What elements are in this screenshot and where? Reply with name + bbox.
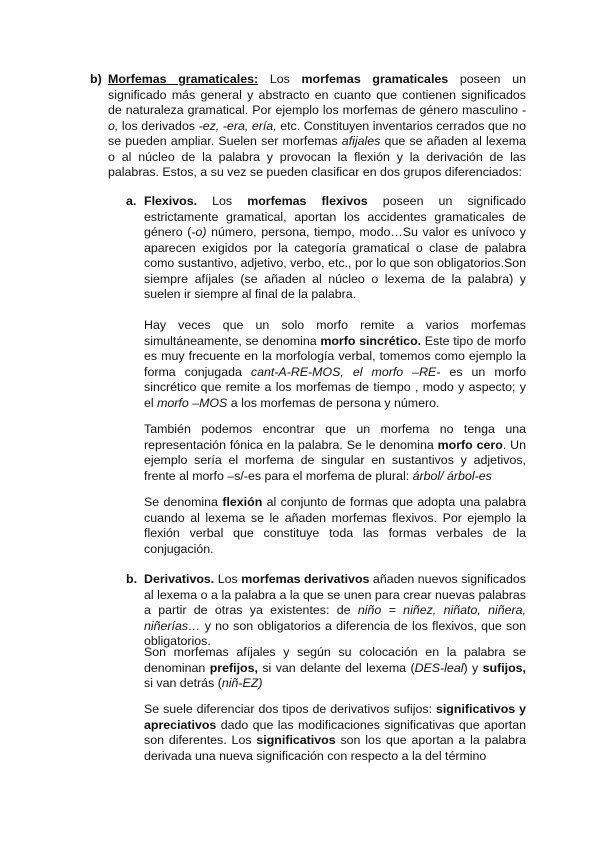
flexivos-paragraph: Flexivos. Los morfemas flexivos poseen un significado estrictamente gramatical, aportan los accidentes gramaticales de género (-o) número, persona, tiempo, modo…Su valor es unívoco y aparecen exigidos por la categoría gramatical o clase de palabra como sustantivo, adjetivo, verbo, etc., por lo que son obligatorios.Son siempre afíjales (se añaden al núcleo o lexema de la palabra) y suelen ir siempre al final de la palabra. [144,194,526,301]
derivativos-paragraph: Derivativos. Los morfemas derivativos añaden nuevos significados al lexema o a la palabra a la que se unen para crear nuevas palabras a partir de otras ya existentes: de niño = niñez, niñato, niñera, niñerías… y no son obligatorios a diferencia de los flexivos, que son obligatorios. [144,572,526,648]
section-b-paragraph: Morfemas gramaticales: Los morfemas gramaticales poseen un significado más general y abstracto en cuanto que contienen significados de naturaleza gramatical. Por ejemplo los morfemas de género masculino -o, los derivados -ez, -era, ería, etc. Constituyen inventarios cerrados que no se pueden ampliar. Suelen ser morfemas afijales que se añaden al lexema o al núcleo de la palabra y provocan la flexión y la derivación de las palabras. Estos, a su vez se pueden clasificar en dos grupos diferenciados: [108,72,526,179]
sufijos-tipos-paragraph: Se suele diferenciar dos tipos de derivativos sufijos: significativos y apreciativos dado que las modificaciones significativas que aportan son diferentes. Los significativos son los que aportan a la palabra derivada una nueva significación con respecto a la del término [144,702,527,763]
section-title: Morfemas gramaticales: [108,72,259,86]
morfo-cero-paragraph: También podemos encontrar que un morfema no tenga una representación fónica en la palabra. Se le denomina morfo cero. Un ejemplo sería el morfema de singular en sustantivos y adjetivos, frente al morfo –s/-es para el morfema de plural: árbol/ árbol-es [144,422,527,483]
flexion-paragraph: Se denomina flexión al conjunto de formas que adopta una palabra cuando al lexema se le añaden morfemas flexivos. Por ejemplo la flexión verbal que constituye toda las formas verbales de la conjugación. [144,495,526,556]
section-marker: b) [90,72,102,86]
morfo-sincretico-paragraph: Hay veces que un solo morfo remite a varios morfemas simultáneamente, se denomina morfo sincrético. Este tipo de morfo es muy frecuente en la morfología verbal, tomemos como ejemplo la forma conjugada cant-A-RE-MOS, el morfo –RE- es un morfo sincrético que remite a los morfemas de tiempo , modo y aspecto; y el morfo –MOS a los morfemas de persona y número. [144,318,527,410]
item-b-marker: b. [126,572,138,586]
prefijos-sufijos-paragraph: Son morfemas afíjales y según su colocación en la palabra se denominan prefijos, si van delante del lexema (DES-leal) y sufijos, si van detrás (niñ-EZ) [144,645,526,690]
item-a-marker: a. [126,194,137,208]
